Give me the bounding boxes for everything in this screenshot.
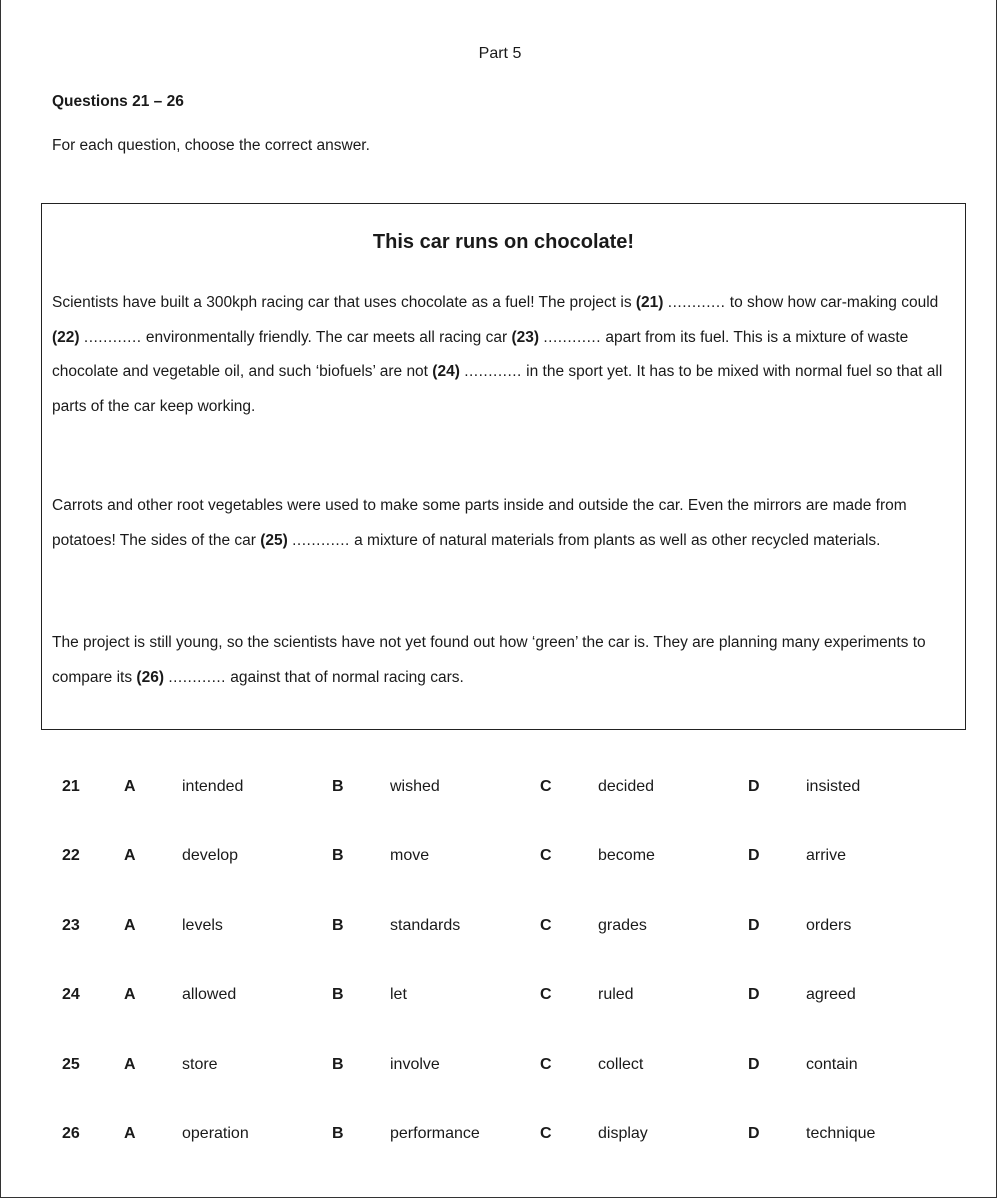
part-title: Part 5 bbox=[478, 45, 522, 62]
passage-box bbox=[41, 203, 966, 730]
option-letter: A bbox=[124, 847, 136, 865]
option-letter: B bbox=[332, 916, 344, 934]
option-word: technique bbox=[806, 1125, 876, 1143]
option-letter: A bbox=[124, 1125, 136, 1143]
question-number: 26 bbox=[62, 1125, 80, 1143]
gap-number: (25) bbox=[260, 531, 288, 549]
passage-text: against that of normal racing cars. bbox=[226, 668, 464, 686]
gap-number: (24) bbox=[432, 363, 460, 380]
option-word: wished bbox=[390, 777, 440, 795]
option-word: allowed bbox=[182, 986, 237, 1004]
instructions: For each question, choose the correct answer. bbox=[52, 137, 370, 154]
option-letter: B bbox=[332, 777, 344, 795]
gap-blank: ............ bbox=[168, 668, 226, 686]
option-letter: D bbox=[748, 1055, 760, 1073]
option-letter: D bbox=[748, 847, 760, 865]
gap-number: (22) bbox=[52, 328, 80, 346]
option-letter: A bbox=[124, 916, 136, 934]
passage-paragraph-1 bbox=[52, 286, 947, 424]
option-word: let bbox=[390, 986, 407, 1004]
passage-paragraph-3 bbox=[52, 626, 947, 695]
option-word: standards bbox=[390, 916, 461, 934]
option-letter: C bbox=[540, 1055, 552, 1073]
gap-blank: ............ bbox=[83, 328, 142, 346]
passage-paragraph-2 bbox=[52, 489, 947, 558]
option-word: arrive bbox=[806, 847, 847, 865]
option-letter: C bbox=[540, 847, 552, 865]
option-word: develop bbox=[182, 847, 239, 865]
option-letter: D bbox=[748, 916, 760, 934]
passage-text: Carrots and other root vegetables were used to make some parts inside and outside the car. Even the mirrors are made from potatoes! The sides of the car bbox=[52, 497, 907, 549]
passage-text: environmentally friendly. The car meets all racing car bbox=[141, 328, 512, 346]
gap-number: (23) bbox=[511, 328, 540, 346]
option-word: store bbox=[182, 1055, 218, 1073]
question-row bbox=[50, 1030, 956, 1100]
question-number: 23 bbox=[62, 916, 80, 934]
passage-text: apart from its fuel. This is a mixture of waste chocolate and vegetable oil, and such ‘biofuels’ are not bbox=[52, 328, 909, 380]
option-word: collect bbox=[598, 1055, 644, 1073]
answer-options-table bbox=[50, 752, 956, 1169]
question-number: 22 bbox=[62, 847, 80, 865]
question-row bbox=[50, 752, 956, 822]
questions-heading: Questions 21 – 26 bbox=[52, 93, 184, 110]
option-word: performance bbox=[390, 1125, 480, 1143]
question-row bbox=[50, 961, 956, 1031]
option-letter: D bbox=[748, 1125, 760, 1143]
option-word: contain bbox=[806, 1055, 858, 1073]
question-row bbox=[50, 1100, 956, 1170]
option-letter: A bbox=[124, 777, 136, 795]
question-number: 21 bbox=[62, 777, 80, 795]
option-word: move bbox=[390, 847, 430, 865]
gap-blank: ............ bbox=[667, 294, 726, 311]
option-word: levels bbox=[182, 916, 223, 934]
option-word: agreed bbox=[806, 986, 856, 1004]
passage-text: to show how car-making could bbox=[725, 294, 939, 311]
option-letter: C bbox=[540, 777, 552, 795]
passage-text: Scientists have built a 300kph racing car that uses chocolate as a fuel! The project is bbox=[52, 294, 636, 311]
option-letter: B bbox=[332, 1125, 344, 1143]
gap-number: (26) bbox=[136, 668, 164, 686]
gap-number: (21) bbox=[635, 294, 664, 311]
option-word: operation bbox=[182, 1125, 249, 1143]
option-letter: C bbox=[540, 986, 552, 1004]
passage-title: This car runs on chocolate! bbox=[372, 231, 635, 253]
gap-blank: ............ bbox=[543, 328, 602, 346]
option-word: display bbox=[598, 1125, 648, 1143]
question-row bbox=[50, 822, 956, 892]
option-word: orders bbox=[806, 916, 852, 934]
gap-blank: ............ bbox=[464, 363, 522, 380]
option-letter: D bbox=[748, 777, 760, 795]
option-word: decided bbox=[598, 777, 655, 795]
option-letter: C bbox=[540, 916, 552, 934]
option-letter: A bbox=[124, 986, 136, 1004]
question-number: 25 bbox=[62, 1055, 80, 1073]
option-letter: B bbox=[332, 986, 344, 1004]
option-word: involve bbox=[390, 1055, 440, 1073]
option-word: grades bbox=[598, 916, 647, 934]
passage-text: a mixture of natural materials from plants as well as other recycled materials. bbox=[349, 531, 881, 549]
option-letter: C bbox=[540, 1125, 552, 1143]
option-letter: B bbox=[332, 847, 344, 865]
option-letter: B bbox=[332, 1055, 344, 1073]
passage-text: in the sport yet. It has to be mixed with normal fuel so that all parts of the car keep working. bbox=[52, 363, 943, 415]
option-word: become bbox=[598, 847, 655, 865]
option-letter: A bbox=[124, 1055, 136, 1073]
gap-blank: ............ bbox=[292, 531, 350, 549]
option-word: intended bbox=[182, 777, 244, 795]
option-letter: D bbox=[748, 986, 760, 1004]
passage-text: The project is still young, so the scientists have not yet found out how ‘green’ the car is. They are planning many experiments to compare its bbox=[52, 634, 926, 686]
question-number: 24 bbox=[62, 986, 80, 1004]
option-word: ruled bbox=[598, 986, 634, 1004]
question-row bbox=[50, 891, 956, 961]
option-word: insisted bbox=[806, 777, 861, 795]
